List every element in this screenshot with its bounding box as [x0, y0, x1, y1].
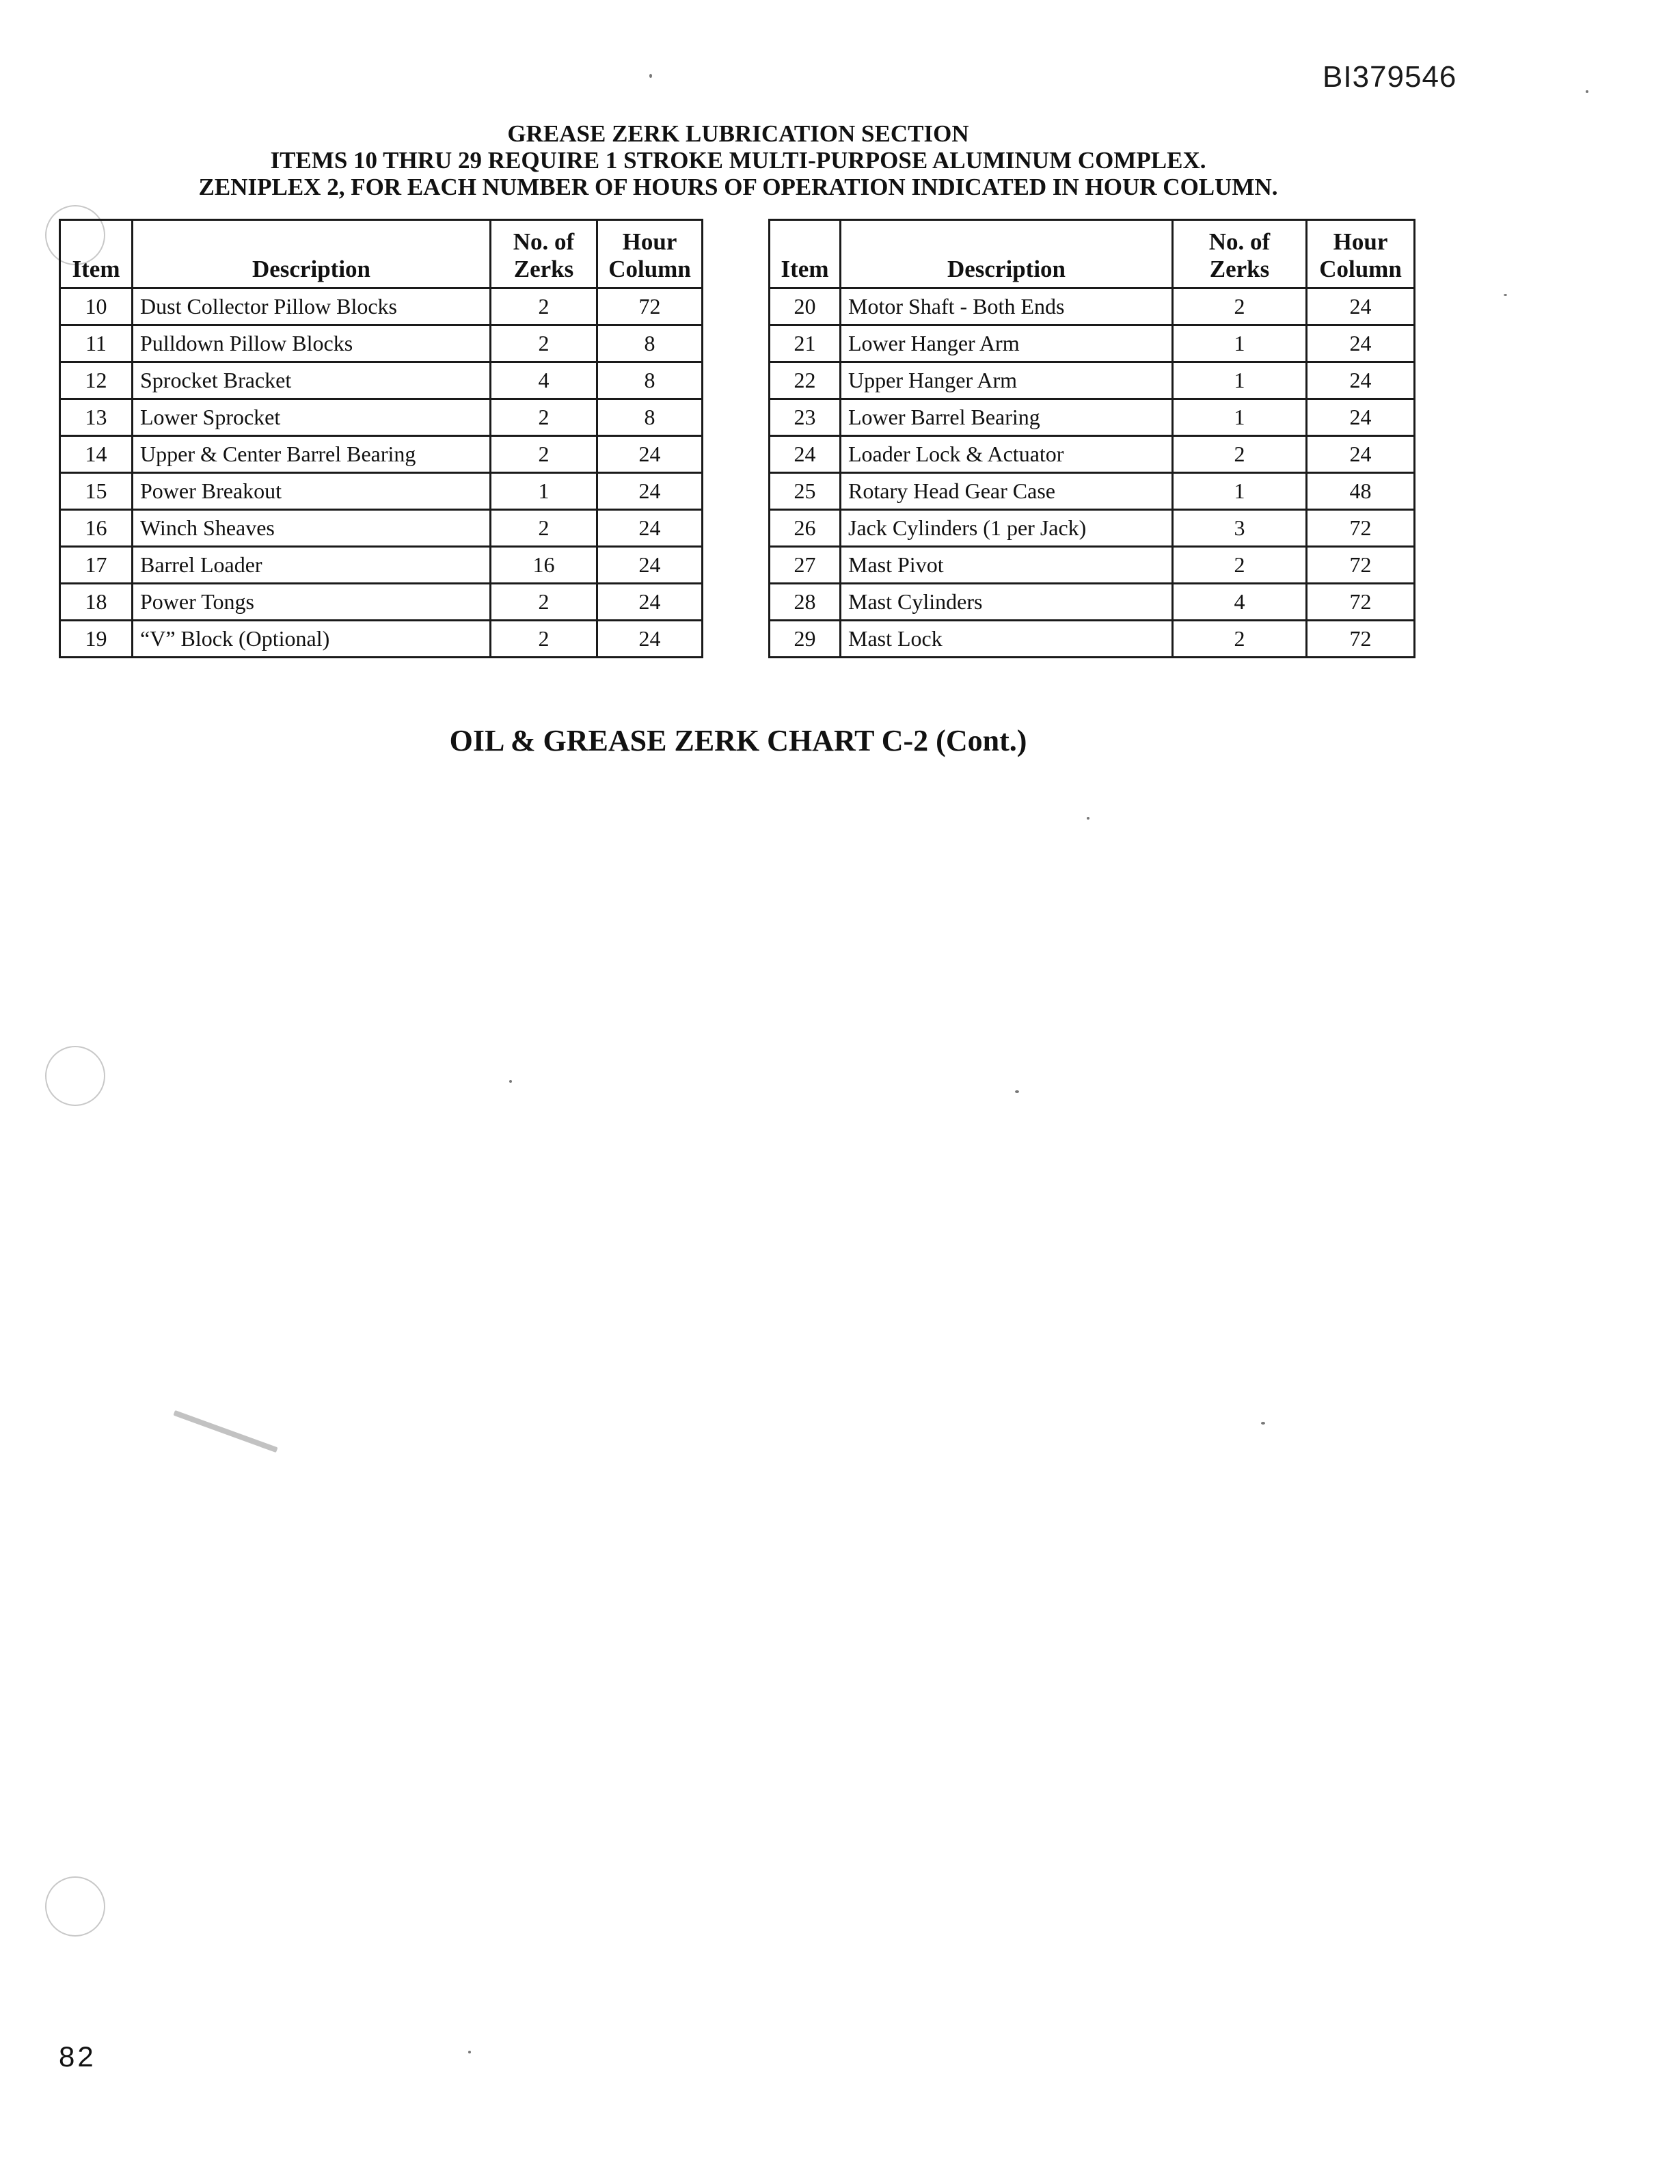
scan-speck: [173, 1410, 277, 1453]
table-row: [770, 325, 1415, 362]
scan-speck: [1087, 817, 1089, 820]
col-header-hour: Hour Column: [1307, 220, 1415, 288]
cell-hours: 24: [597, 584, 703, 621]
cell-item: 23: [770, 399, 841, 436]
cell-description: Barrel Loader: [133, 547, 491, 584]
cell-item: 14: [60, 436, 133, 473]
table-row: [60, 399, 703, 436]
col-header-item: Item: [770, 220, 841, 288]
cell-hours: 72: [1307, 547, 1415, 584]
cell-hours: 24: [1307, 399, 1415, 436]
cell-zerks: 2: [491, 436, 597, 473]
col-header-description: Description: [841, 220, 1173, 288]
table-header-row: [770, 220, 1415, 288]
document-id: BI379546: [1323, 60, 1457, 94]
cell-description: Motor Shaft - Both Ends: [841, 288, 1173, 325]
cell-item: 17: [60, 547, 133, 584]
scan-speck: [1261, 1422, 1265, 1425]
cell-hours: 24: [597, 473, 703, 510]
cell-description: Power Tongs: [133, 584, 491, 621]
cell-item: 25: [770, 473, 841, 510]
cell-item: 22: [770, 362, 841, 399]
cell-hours: 24: [1307, 436, 1415, 473]
header-line-1: GREASE ZERK LUBRICATION SECTION: [507, 120, 969, 147]
cell-zerks: 3: [1173, 510, 1307, 547]
table-row: [770, 473, 1415, 510]
cell-hours: 72: [1307, 584, 1415, 621]
header-line-2: ITEMS 10 THRU 29 REQUIRE 1 STROKE MULTI-PURPOSE ALUMINUM COMPLEX.: [270, 147, 1206, 174]
cell-hours: 24: [1307, 288, 1415, 325]
cell-zerks: 2: [491, 399, 597, 436]
cell-zerks: 2: [1173, 288, 1307, 325]
cell-zerks: 4: [1173, 584, 1307, 621]
table-row: [770, 436, 1415, 473]
cell-item: 16: [60, 510, 133, 547]
cell-hours: 8: [597, 325, 703, 362]
table-row: [60, 288, 703, 325]
cell-zerks: 2: [1173, 547, 1307, 584]
zerk-table-right: [768, 219, 1415, 658]
table-row: [60, 325, 703, 362]
cell-description: Dust Collector Pillow Blocks: [133, 288, 491, 325]
cell-zerks: 2: [491, 621, 597, 658]
cell-description: Lower Hanger Arm: [841, 325, 1173, 362]
col-header-hour: Hour Column: [597, 220, 703, 288]
cell-item: 26: [770, 510, 841, 547]
table-body-right: [770, 288, 1415, 658]
header-line-3: ZENIPLEX 2, FOR EACH NUMBER OF HOURS OF OPERATION INDICATED IN HOUR COLUMN.: [198, 174, 1278, 200]
table-row: [60, 436, 703, 473]
col-header-description: Description: [133, 220, 491, 288]
table-header-row: [60, 220, 703, 288]
cell-item: 11: [60, 325, 133, 362]
scan-speck: [509, 1080, 512, 1083]
cell-hours: 24: [1307, 325, 1415, 362]
table-row: [60, 362, 703, 399]
cell-hours: 24: [597, 547, 703, 584]
cell-description: Winch Sheaves: [133, 510, 491, 547]
cell-zerks: 2: [491, 584, 597, 621]
cell-hours: 24: [597, 510, 703, 547]
cell-item: 29: [770, 621, 841, 658]
cell-zerks: 2: [491, 510, 597, 547]
cell-item: 10: [60, 288, 133, 325]
cell-description: Pulldown Pillow Blocks: [133, 325, 491, 362]
table-row: [770, 621, 1415, 658]
cell-zerks: 4: [491, 362, 597, 399]
col-header-item: Item: [60, 220, 133, 288]
cell-zerks: 1: [1173, 473, 1307, 510]
cell-zerks: 1: [1173, 399, 1307, 436]
cell-item: 19: [60, 621, 133, 658]
cell-description: Loader Lock & Actuator: [841, 436, 1173, 473]
table-row: [770, 399, 1415, 436]
cell-description: Rotary Head Gear Case: [841, 473, 1173, 510]
punch-hole-bottom: [45, 1876, 105, 1937]
cell-zerks: 2: [491, 288, 597, 325]
cell-hours: 24: [1307, 362, 1415, 399]
table-body-left: [60, 288, 703, 658]
scan-speck: [1504, 294, 1507, 296]
punch-hole-middle: [45, 1046, 105, 1106]
cell-description: “V” Block (Optional): [133, 621, 491, 658]
cell-description: Mast Cylinders: [841, 584, 1173, 621]
cell-item: 20: [770, 288, 841, 325]
table-row: [60, 584, 703, 621]
cell-hours: 72: [1307, 621, 1415, 658]
cell-zerks: 1: [491, 473, 597, 510]
table-row: [60, 621, 703, 658]
table-row: [60, 547, 703, 584]
cell-item: 18: [60, 584, 133, 621]
cell-description: Lower Barrel Bearing: [841, 399, 1173, 436]
cell-hours: 72: [1307, 510, 1415, 547]
cell-zerks: 1: [1173, 362, 1307, 399]
cell-hours: 48: [1307, 473, 1415, 510]
cell-description: Lower Sprocket: [133, 399, 491, 436]
cell-item: 24: [770, 436, 841, 473]
cell-item: 15: [60, 473, 133, 510]
cell-zerks: 2: [1173, 621, 1307, 658]
scan-speck: [1015, 1090, 1019, 1093]
chart-caption: OIL & GREASE ZERK CHART C-2 (Cont.): [449, 724, 1027, 757]
cell-description: Jack Cylinders (1 per Jack): [841, 510, 1173, 547]
cell-item: 28: [770, 584, 841, 621]
cell-hours: 24: [597, 621, 703, 658]
cell-description: Upper & Center Barrel Bearing: [133, 436, 491, 473]
table-row: [770, 362, 1415, 399]
zerk-table-left: [59, 219, 703, 658]
scan-speck: [649, 74, 652, 78]
cell-description: Sprocket Bracket: [133, 362, 491, 399]
table-row: [60, 473, 703, 510]
cell-hours: 8: [597, 362, 703, 399]
cell-hours: 24: [597, 436, 703, 473]
table-row: [770, 547, 1415, 584]
page-number: 82: [59, 2040, 96, 2073]
cell-description: Power Breakout: [133, 473, 491, 510]
table-row: [770, 510, 1415, 547]
section-header: [0, 120, 1476, 200]
cell-description: Mast Pivot: [841, 547, 1173, 584]
cell-item: 13: [60, 399, 133, 436]
cell-item: 27: [770, 547, 841, 584]
cell-zerks: 2: [491, 325, 597, 362]
cell-description: Upper Hanger Arm: [841, 362, 1173, 399]
cell-zerks: 1: [1173, 325, 1307, 362]
cell-item: 12: [60, 362, 133, 399]
cell-hours: 72: [597, 288, 703, 325]
cell-zerks: 2: [1173, 436, 1307, 473]
cell-item: 21: [770, 325, 841, 362]
table-row: [770, 288, 1415, 325]
cell-zerks: 16: [491, 547, 597, 584]
col-header-zerks: No. of Zerks: [1173, 220, 1307, 288]
scan-speck: [1586, 90, 1588, 93]
col-header-zerks: No. of Zerks: [491, 220, 597, 288]
table-row: [770, 584, 1415, 621]
scan-speck: [468, 2051, 471, 2053]
table-row: [60, 510, 703, 547]
cell-hours: 8: [597, 399, 703, 436]
cell-description: Mast Lock: [841, 621, 1173, 658]
